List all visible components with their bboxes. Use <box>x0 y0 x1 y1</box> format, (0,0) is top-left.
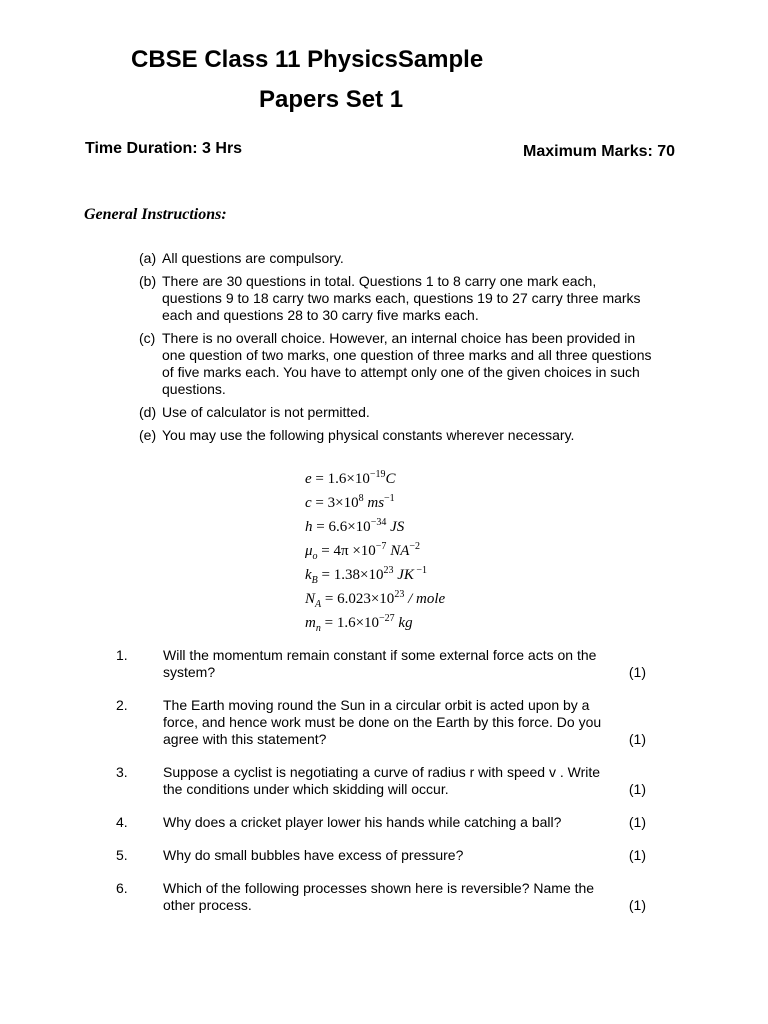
question-number: 3. <box>116 764 128 780</box>
question-text-line: the conditions under which skidding will occur. <box>163 781 449 797</box>
constant-value: 4π ×10 <box>333 543 376 559</box>
question-item <box>116 880 646 914</box>
question-item <box>116 814 646 831</box>
constant-unit-exponent: −1 <box>384 493 395 504</box>
question-marks: (1) <box>628 781 646 797</box>
question-item <box>116 847 646 864</box>
question-item <box>116 697 646 748</box>
constant-row <box>305 559 445 586</box>
page-title <box>0 40 768 120</box>
constant-row <box>305 583 446 610</box>
question-text-line: Why do small bubbles have excess of pressure? <box>163 847 464 863</box>
question-text-line: agree with this statement? <box>163 731 327 747</box>
instruction-tag: (b) <box>139 273 157 289</box>
title-line-1: CBSE Class 11 PhysicsSample <box>131 46 484 73</box>
instruction-text: Use of calculator is not permitted. <box>162 404 370 420</box>
constant-row <box>305 463 445 487</box>
instruction-text: There is no overall choice. However, an internal choice has been provided in one question of two marks, one question of three marks and all three questions of five marks each. You have to attempt only one of the given choices in such questions. <box>162 330 652 397</box>
question-body <box>163 697 646 748</box>
constant-exponent: −7 <box>375 541 387 552</box>
instruction-item <box>139 404 659 421</box>
constant-row <box>305 607 445 634</box>
constant-exponent: 23 <box>394 589 405 600</box>
instruction-text: You may use the following physical constants wherever necessary. <box>162 427 575 443</box>
question-last-line <box>163 847 646 864</box>
question-text-line: Will the momentum remain constant if some external force acts on the <box>163 647 597 663</box>
constant-unit: ms <box>363 495 385 511</box>
question-text-line: Which of the following processes shown here is reversible? Name the <box>163 880 595 896</box>
constant-symbol: e <box>305 471 312 487</box>
instruction-tag: (a) <box>139 250 157 266</box>
question-last-line <box>163 897 646 914</box>
constant-value: 6.6×10 <box>328 519 371 535</box>
question-body <box>163 814 646 831</box>
constant-exponent: −34 <box>370 517 387 528</box>
question-marks: (1) <box>628 814 646 830</box>
constant-unit-exponent: −1 <box>413 565 428 576</box>
question-text-line: other process. <box>163 897 252 913</box>
instruction-tag: (e) <box>139 427 157 443</box>
question-number: 6. <box>116 880 128 896</box>
instructions-list <box>139 250 659 450</box>
title-line-2: Papers Set 1 <box>259 86 404 113</box>
equals-sign: = <box>311 495 328 511</box>
constant-value: 1.6×10 <box>327 471 370 487</box>
constant-value: 6.023×10 <box>337 591 395 607</box>
question-marks: (1) <box>628 664 646 680</box>
question-marks: (1) <box>628 847 646 863</box>
equals-sign: = <box>320 615 337 631</box>
constant-symbol: h <box>305 519 313 535</box>
equals-sign: = <box>317 543 334 559</box>
constant-unit: kg <box>394 615 413 631</box>
instruction-item <box>139 250 659 267</box>
question-body <box>163 880 646 914</box>
constant-exponent: 8 <box>358 493 364 504</box>
question-marks: (1) <box>628 731 646 747</box>
constant-unit: C <box>385 471 396 487</box>
instruction-item <box>139 330 659 398</box>
constant-unit-exponent: −2 <box>409 541 420 552</box>
instruction-tag: (d) <box>139 404 157 420</box>
question-text-line: The Earth moving round the Sun in a circular orbit is acted upon by a <box>163 697 590 713</box>
constant-exponent: −27 <box>379 613 395 624</box>
equals-sign: = <box>311 471 328 487</box>
question-last-line <box>163 731 646 748</box>
question-number: 1. <box>116 647 128 663</box>
question-number: 5. <box>116 847 128 863</box>
question-last-line <box>163 781 646 798</box>
constant-exponent: 23 <box>383 565 394 576</box>
question-last-line <box>163 664 646 681</box>
constant-unit: / mole <box>404 591 446 607</box>
time-duration: Time Duration: 3 Hrs <box>85 140 243 157</box>
constant-symbol: N <box>305 591 316 607</box>
constant-unit: JK <box>393 567 414 583</box>
equals-sign: = <box>312 519 329 535</box>
constant-row <box>305 535 445 562</box>
question-body <box>163 764 646 798</box>
question-text-line: force, and hence work must be done on the Earth by this force. Do you <box>163 714 602 730</box>
constant-subscript: n <box>315 623 321 634</box>
instruction-text: All questions are compulsory. <box>162 250 344 266</box>
constant-symbol: c <box>305 495 312 511</box>
constant-symbol: μ <box>305 543 313 559</box>
constant-value: 1.6×10 <box>336 615 380 631</box>
constant-row <box>305 487 445 511</box>
equals-sign: = <box>321 591 338 607</box>
question-number: 2. <box>116 697 128 713</box>
instruction-item <box>139 273 659 324</box>
question-body <box>163 647 646 681</box>
question-body <box>163 847 646 864</box>
instruction-text: There are 30 questions in total. Questions 1 to 8 carry one mark each, questions 9 to 18 carry two marks each, questions 19 to 27 carry three marks each and questions 28 to 30 carry five marks each. <box>162 273 641 323</box>
question-text-line: Why does a cricket player lower his hands while catching a ball? <box>163 814 562 830</box>
instruction-item <box>139 427 659 444</box>
constant-unit: NA <box>386 543 410 559</box>
constant-symbol: k <box>305 567 312 583</box>
question-marks: (1) <box>628 897 646 913</box>
equals-sign: = <box>317 567 334 583</box>
question-number: 4. <box>116 814 128 830</box>
question-item <box>116 647 646 681</box>
question-last-line <box>163 814 646 831</box>
maximum-marks: Maximum Marks: 70 <box>523 143 676 160</box>
constant-exponent: −19 <box>369 469 386 480</box>
question-text-line: system? <box>163 664 216 680</box>
constant-subscript: B <box>311 575 318 586</box>
constant-value: 3×10 <box>327 495 359 511</box>
constant-unit: JS <box>386 519 405 535</box>
instruction-tag: (c) <box>139 330 156 346</box>
constant-row <box>305 511 445 535</box>
constant-symbol: m <box>305 615 316 631</box>
constant-subscript: A <box>315 599 322 610</box>
general-instructions-heading: General Instructions: <box>84 206 227 223</box>
physical-constants <box>305 463 446 634</box>
questions-list <box>116 647 646 930</box>
question-item <box>116 764 646 798</box>
constant-subscript: o <box>312 551 318 562</box>
question-text-line: Suppose a cyclist is negotiating a curve of radius r with speed v . Write <box>163 764 601 780</box>
constant-value: 1.38×10 <box>333 567 384 583</box>
